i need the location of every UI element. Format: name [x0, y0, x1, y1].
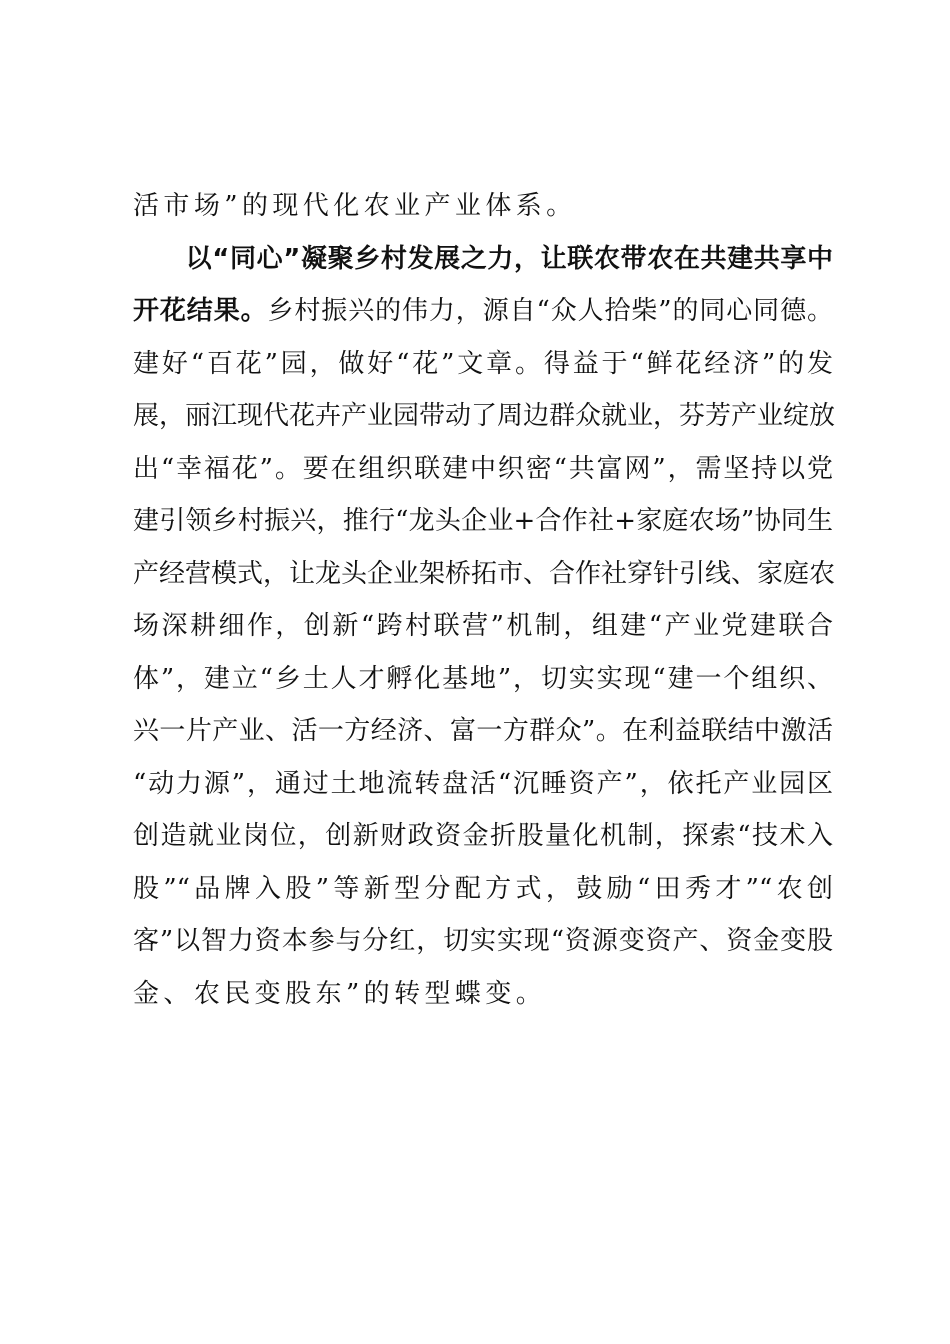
paragraph-body-line: 兴一片产业、活一方经济、富一方群众”。在利益联结中激活: [133, 716, 833, 746]
continuation-line: 活市场”的现代化农业产业体系。: [133, 191, 577, 221]
paragraph-body-line: 股”“品牌入股”等新型分配方式，鼓励“田秀才”“农创: [133, 873, 833, 904]
document-body: [133, 180, 836, 1020]
paragraph-body-line: 场深耕细作，创新“跨村联营”机制，组建“产业党建联合: [133, 611, 833, 641]
paragraph-body-line: “动力源”，通过土地流转盘活“沉睡资产”，依托产业园区: [133, 768, 833, 799]
paragraph-body-line: 创造就业岗位，创新财政资金折股量化机制，探索“技术入: [133, 821, 833, 851]
paragraph-body-line: 产经营模式，让龙头企业架桥拓市、合作社穿针引线、家庭农: [133, 558, 836, 589]
paragraph-body-text: 乡村振兴的伟力，源自“众人拾柴”的同心同德。: [267, 296, 833, 326]
paragraph-body-line: 体”，建立“乡土人才孵化基地”，切实实现“建一个组织、: [133, 663, 833, 694]
paragraph-body-line: 金、农民变股东”的转型蝶变。: [133, 978, 547, 1009]
paragraph-heading-text: 开花结果。: [133, 296, 268, 326]
paragraph-heading-line-1: [133, 233, 833, 286]
paragraph-body-line: 出“幸福花”。要在组织联建中织密“共富网”，需坚持以党: [133, 453, 833, 484]
paragraph-body-line: 客”以智力资本参与分红，切实实现“资源变资产、资金变股: [133, 926, 833, 956]
paragraph-body-line: 建好“百花”园，做好“花”文章。得益于“鲜花经济”的发: [133, 348, 833, 379]
paragraph-heading-text: 以“同心”凝聚乡村发展之力，让联农带农在共建共享中: [185, 243, 833, 274]
paragraph-heading-line-2: [133, 285, 833, 338]
paragraph-body-line: 建引领乡村振兴，推行“龙头企业+合作社+家庭农场”协同生: [133, 506, 833, 536]
paragraph-body-line: 展，丽江现代花卉产业园带动了周边群众就业，芬芳产业绽放: [133, 401, 836, 431]
